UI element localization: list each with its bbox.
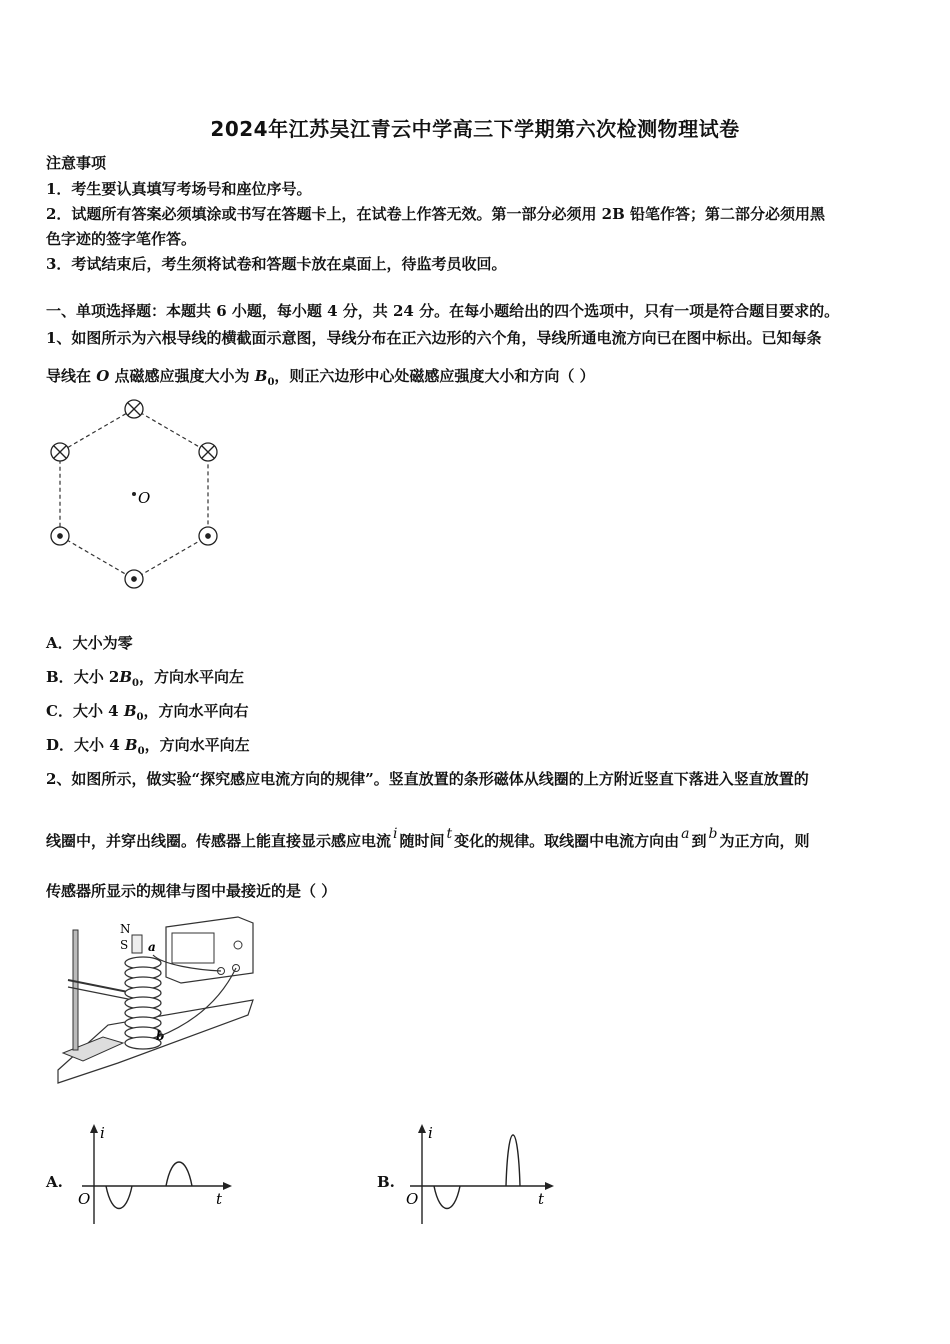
notice-heading: 注意事项 bbox=[46, 154, 107, 172]
graph-a-origin: O bbox=[78, 1190, 91, 1208]
option-c: C．大小 4 $B_0$，方向水平向右 bbox=[46, 702, 249, 723]
notice-item: 1．考生要认真填写考场号和座位序号。 bbox=[46, 180, 312, 198]
notice-item: 色字迹的签字笔作答。 bbox=[46, 230, 197, 248]
notice-item: 2．试题所有答案必须填涂或书写在答题卡上，在试卷上作答无效。第一部分必须用 2B 铅笔作答；第二部分必须用黑 bbox=[46, 205, 826, 223]
center-label: O bbox=[138, 489, 151, 507]
graph-b bbox=[398, 1120, 568, 1230]
hexagon-wire-figure bbox=[40, 395, 230, 595]
graph-a-positive-pulse bbox=[166, 1162, 192, 1186]
wire-into-page-upper-left bbox=[51, 443, 69, 461]
wire-out-of-page-lower-left bbox=[51, 527, 69, 545]
graph-b-y-label: i bbox=[428, 1124, 433, 1142]
terminal-a-label: a bbox=[148, 940, 156, 954]
graph-b-negative-pulse bbox=[434, 1186, 460, 1209]
graph-a-y-label: i bbox=[100, 1124, 105, 1142]
wire-into-page-upper-right bbox=[199, 443, 217, 461]
question-2-line-2: 线圈中，并穿出线圈。传感器上能直接显示感应电流 i 随时间 t 变化的规律。取线圈中电流方向由 a 到 b 为正方向，则 bbox=[46, 826, 810, 850]
graph-b-option-label: B. bbox=[377, 1173, 395, 1191]
question-2-line-1: 2、如图所示，做实验“探究感应电流方向的规律”。竖直放置的条形磁体从线圈的上方附近竖直下落进入竖直放置的 bbox=[46, 770, 809, 788]
graph-b-positive-spike bbox=[506, 1135, 520, 1186]
graph-a bbox=[70, 1120, 240, 1230]
terminal-b-label: b bbox=[156, 1029, 165, 1043]
option-b: B．大小 $2B_0$，方向水平向左 bbox=[46, 668, 245, 689]
center-point bbox=[132, 492, 136, 496]
question-1-line-2: 导线在 O 点磁感应强度大小为 $B_0$，则正六边形中心处磁感应强度大小和方向（ ） bbox=[46, 367, 595, 388]
section-heading: 一、单项选择题：本题共 6 小题，每小题 4 分，共 24 分。在每小题给出的四个选项中，只有一项是符合题目要求的。 bbox=[46, 302, 840, 320]
page-title: 2024年江苏吴江青云中学高三下学期第六次检测物理试卷 bbox=[210, 117, 740, 141]
graph-a-option-label: A. bbox=[46, 1173, 63, 1191]
graph-b-x-label: t bbox=[538, 1190, 545, 1208]
bar-magnet bbox=[132, 935, 142, 953]
wire-out-of-page-bottom bbox=[125, 570, 143, 588]
stand-rod bbox=[73, 930, 78, 1050]
notice-item: 3．考试结束后，考生须将试卷和答题卡放在桌面上，待监考员收回。 bbox=[46, 255, 507, 273]
option-d: D．大小 4 $B_0$，方向水平向左 bbox=[46, 736, 250, 757]
question-2-line-3: 传感器所显示的规律与图中最接近的是（ ） bbox=[46, 882, 337, 900]
wire-into-page-top bbox=[125, 400, 143, 418]
sensor-screen bbox=[172, 933, 214, 963]
graph-b-origin: O bbox=[406, 1190, 419, 1208]
question-1-line-1: 1、如图所示为六根导线的横截面示意图，导线分布在正六边形的六个角，导线所通电流方向已在图中标出。已知每条 bbox=[46, 329, 822, 347]
graph-a-negative-pulse bbox=[106, 1186, 132, 1209]
apparatus-figure bbox=[48, 915, 258, 1095]
option-a: A．大小为零 bbox=[46, 634, 133, 652]
magnet-s-label: S bbox=[120, 938, 129, 952]
graph-a-x-label: t bbox=[216, 1190, 223, 1208]
magnet-n-label: N bbox=[120, 922, 131, 936]
wire-out-of-page-lower-right bbox=[199, 527, 217, 545]
